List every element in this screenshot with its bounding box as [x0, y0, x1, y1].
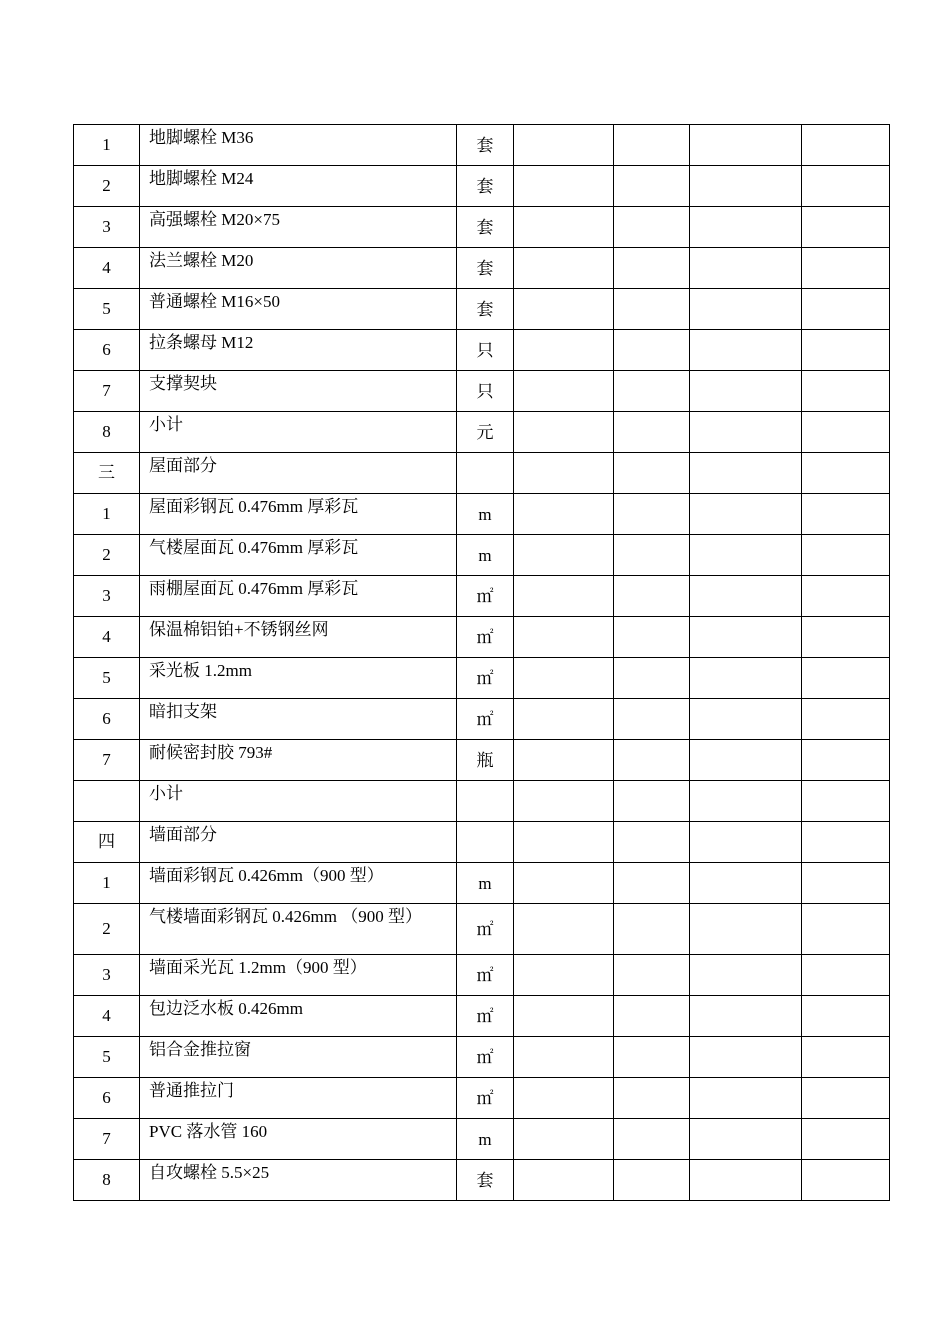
amount-cell [690, 996, 802, 1037]
row-number-cell: 6 [74, 330, 140, 371]
unit-cell: 套 [457, 1160, 514, 1201]
unit-price-cell [614, 822, 690, 863]
amount-cell [690, 248, 802, 289]
table-row [74, 996, 890, 1037]
table-row [74, 1037, 890, 1078]
item-name-cell: 墙面部分 [140, 822, 457, 863]
row-number-cell: 2 [74, 535, 140, 576]
row-number-cell: 8 [74, 1160, 140, 1201]
remark-cell [802, 904, 890, 955]
quantity-cell [514, 1078, 614, 1119]
bill-of-quantities-table [73, 124, 890, 1201]
quantity-cell [514, 1119, 614, 1160]
remark-cell [802, 248, 890, 289]
row-number-cell: 5 [74, 289, 140, 330]
remark-cell [802, 740, 890, 781]
remark-cell [802, 699, 890, 740]
table-row [74, 699, 890, 740]
row-number-cell: 2 [74, 904, 140, 955]
unit-price-cell [614, 248, 690, 289]
unit-cell: ㎡ [457, 1078, 514, 1119]
row-number-cell: 1 [74, 125, 140, 166]
unit-price-cell [614, 740, 690, 781]
quantity-cell [514, 248, 614, 289]
row-number-cell: 1 [74, 494, 140, 535]
item-name-cell: 地脚螺栓 M36 [140, 125, 457, 166]
amount-cell [690, 371, 802, 412]
item-name-cell: 暗扣支架 [140, 699, 457, 740]
amount-cell [690, 617, 802, 658]
table-row [74, 740, 890, 781]
remark-cell [802, 781, 890, 822]
unit-price-cell [614, 1119, 690, 1160]
unit-cell [457, 822, 514, 863]
item-name-cell: 墙面彩钢瓦 0.426mm（900 型） [140, 863, 457, 904]
unit-cell: ㎡ [457, 904, 514, 955]
item-name-cell: 保温棉铝铂+不锈钢丝网 [140, 617, 457, 658]
unit-price-cell [614, 330, 690, 371]
amount-cell [690, 863, 802, 904]
unit-cell: m [457, 494, 514, 535]
table-row [74, 781, 890, 822]
remark-cell [802, 1037, 890, 1078]
row-number-cell: 6 [74, 1078, 140, 1119]
quantity-cell [514, 371, 614, 412]
unit-cell: 只 [457, 371, 514, 412]
remark-cell [802, 617, 890, 658]
remark-cell [802, 125, 890, 166]
quantity-cell [514, 576, 614, 617]
unit-cell: 套 [457, 125, 514, 166]
table-row [74, 494, 890, 535]
unit-price-cell [614, 904, 690, 955]
quantity-cell [514, 863, 614, 904]
quantity-cell [514, 781, 614, 822]
amount-cell [690, 166, 802, 207]
quantity-cell [514, 740, 614, 781]
row-number-cell: 5 [74, 1037, 140, 1078]
table-row [74, 617, 890, 658]
remark-cell [802, 289, 890, 330]
unit-price-cell [614, 996, 690, 1037]
quantity-cell [514, 1160, 614, 1201]
item-name-cell: 包边泛水板 0.426mm [140, 996, 457, 1037]
unit-cell: m [457, 535, 514, 576]
item-name-cell: 雨棚屋面瓦 0.476mm 厚彩瓦 [140, 576, 457, 617]
item-name-cell: 地脚螺栓 M24 [140, 166, 457, 207]
remark-cell [802, 412, 890, 453]
table-row [74, 576, 890, 617]
unit-price-cell [614, 576, 690, 617]
table-row [74, 166, 890, 207]
table-row [74, 453, 890, 494]
quantity-cell [514, 412, 614, 453]
table-row [74, 1078, 890, 1119]
item-name-cell: 高强螺栓 M20×75 [140, 207, 457, 248]
amount-cell [690, 699, 802, 740]
quantity-cell [514, 125, 614, 166]
unit-price-cell [614, 658, 690, 699]
amount-cell [690, 1037, 802, 1078]
unit-price-cell [614, 535, 690, 576]
amount-cell [690, 494, 802, 535]
item-name-cell: 小计 [140, 781, 457, 822]
item-name-cell: 普通螺栓 M16×50 [140, 289, 457, 330]
unit-price-cell [614, 453, 690, 494]
amount-cell [690, 781, 802, 822]
unit-cell: 套 [457, 207, 514, 248]
unit-cell: ㎡ [457, 996, 514, 1037]
quantity-cell [514, 453, 614, 494]
amount-cell [690, 904, 802, 955]
item-name-cell: 屋面部分 [140, 453, 457, 494]
remark-cell [802, 576, 890, 617]
remark-cell [802, 658, 890, 699]
row-number-cell: 2 [74, 166, 140, 207]
table-row [74, 863, 890, 904]
quantity-cell [514, 289, 614, 330]
quantity-cell [514, 1037, 614, 1078]
remark-cell [802, 1160, 890, 1201]
table-row [74, 248, 890, 289]
row-number-cell: 4 [74, 617, 140, 658]
amount-cell [690, 207, 802, 248]
row-number-cell [74, 781, 140, 822]
unit-cell: ㎡ [457, 955, 514, 996]
unit-price-cell [614, 494, 690, 535]
quantity-cell [514, 996, 614, 1037]
unit-cell: ㎡ [457, 617, 514, 658]
unit-cell: 套 [457, 289, 514, 330]
amount-cell [690, 1078, 802, 1119]
amount-cell [690, 658, 802, 699]
unit-cell: m [457, 863, 514, 904]
amount-cell [690, 330, 802, 371]
unit-price-cell [614, 863, 690, 904]
remark-cell [802, 996, 890, 1037]
table-row [74, 330, 890, 371]
unit-price-cell [614, 1160, 690, 1201]
amount-cell [690, 289, 802, 330]
row-number-cell: 5 [74, 658, 140, 699]
amount-cell [690, 740, 802, 781]
table-row [74, 658, 890, 699]
row-number-cell: 7 [74, 371, 140, 412]
row-number-cell: 7 [74, 740, 140, 781]
amount-cell [690, 535, 802, 576]
quantity-cell [514, 904, 614, 955]
unit-price-cell [614, 617, 690, 658]
quantity-cell [514, 822, 614, 863]
table-row [74, 955, 890, 996]
unit-cell: 套 [457, 248, 514, 289]
table-row [74, 1160, 890, 1201]
unit-cell: ㎡ [457, 1037, 514, 1078]
unit-price-cell [614, 955, 690, 996]
quantity-cell [514, 494, 614, 535]
unit-cell: ㎡ [457, 576, 514, 617]
unit-price-cell [614, 1037, 690, 1078]
table-row [74, 289, 890, 330]
unit-price-cell [614, 125, 690, 166]
unit-price-cell [614, 166, 690, 207]
quantity-cell [514, 535, 614, 576]
remark-cell [802, 822, 890, 863]
unit-price-cell [614, 1078, 690, 1119]
remark-cell [802, 453, 890, 494]
unit-cell: ㎡ [457, 699, 514, 740]
remark-cell [802, 535, 890, 576]
quantity-cell [514, 166, 614, 207]
item-name-cell: 法兰螺栓 M20 [140, 248, 457, 289]
amount-cell [690, 412, 802, 453]
table-row [74, 125, 890, 166]
item-name-cell: 拉条螺母 M12 [140, 330, 457, 371]
row-number-cell: 7 [74, 1119, 140, 1160]
item-name-cell: 自攻螺栓 5.5×25 [140, 1160, 457, 1201]
unit-price-cell [614, 371, 690, 412]
item-name-cell: 普通推拉门 [140, 1078, 457, 1119]
row-number-cell: 3 [74, 207, 140, 248]
row-number-cell: 4 [74, 996, 140, 1037]
unit-cell: m [457, 1119, 514, 1160]
amount-cell [690, 576, 802, 617]
table-row [74, 822, 890, 863]
row-number-cell: 6 [74, 699, 140, 740]
item-name-cell: 气楼屋面瓦 0.476mm 厚彩瓦 [140, 535, 457, 576]
remark-cell [802, 1078, 890, 1119]
row-number-cell: 四 [74, 822, 140, 863]
item-name-cell: 铝合金推拉窗 [140, 1037, 457, 1078]
unit-price-cell [614, 699, 690, 740]
amount-cell [690, 822, 802, 863]
quantity-cell [514, 617, 614, 658]
remark-cell [802, 166, 890, 207]
quantity-cell [514, 207, 614, 248]
unit-price-cell [614, 207, 690, 248]
unit-cell [457, 781, 514, 822]
amount-cell [690, 1160, 802, 1201]
unit-cell: 只 [457, 330, 514, 371]
unit-cell: 套 [457, 166, 514, 207]
item-name-cell: 气楼墙面彩钢瓦 0.426mm （900 型） [140, 904, 457, 955]
unit-price-cell [614, 289, 690, 330]
row-number-cell: 3 [74, 576, 140, 617]
unit-price-cell [614, 781, 690, 822]
amount-cell [690, 125, 802, 166]
item-name-cell: 耐候密封胶 793# [140, 740, 457, 781]
unit-cell [457, 453, 514, 494]
table-row [74, 371, 890, 412]
remark-cell [802, 330, 890, 371]
table-row [74, 1119, 890, 1160]
unit-cell: 元 [457, 412, 514, 453]
table-row [74, 412, 890, 453]
amount-cell [690, 453, 802, 494]
item-name-cell: 采光板 1.2mm [140, 658, 457, 699]
row-number-cell: 8 [74, 412, 140, 453]
row-number-cell: 1 [74, 863, 140, 904]
amount-cell [690, 955, 802, 996]
quantity-cell [514, 658, 614, 699]
row-number-cell: 3 [74, 955, 140, 996]
table-row [74, 904, 890, 955]
item-name-cell: 屋面彩钢瓦 0.476mm 厚彩瓦 [140, 494, 457, 535]
row-number-cell: 4 [74, 248, 140, 289]
remark-cell [802, 371, 890, 412]
amount-cell [690, 1119, 802, 1160]
quantity-cell [514, 955, 614, 996]
quantity-cell [514, 699, 614, 740]
item-name-cell: 墙面采光瓦 1.2mm（900 型） [140, 955, 457, 996]
remark-cell [802, 1119, 890, 1160]
quantity-cell [514, 330, 614, 371]
table-row [74, 207, 890, 248]
remark-cell [802, 863, 890, 904]
remark-cell [802, 955, 890, 996]
unit-cell: ㎡ [457, 658, 514, 699]
item-name-cell: PVC 落水管 160 [140, 1119, 457, 1160]
item-name-cell: 小计 [140, 412, 457, 453]
unit-cell: 瓶 [457, 740, 514, 781]
remark-cell [802, 207, 890, 248]
item-name-cell: 支撑契块 [140, 371, 457, 412]
unit-price-cell [614, 412, 690, 453]
remark-cell [802, 494, 890, 535]
table-row [74, 535, 890, 576]
row-number-cell: 三 [74, 453, 140, 494]
